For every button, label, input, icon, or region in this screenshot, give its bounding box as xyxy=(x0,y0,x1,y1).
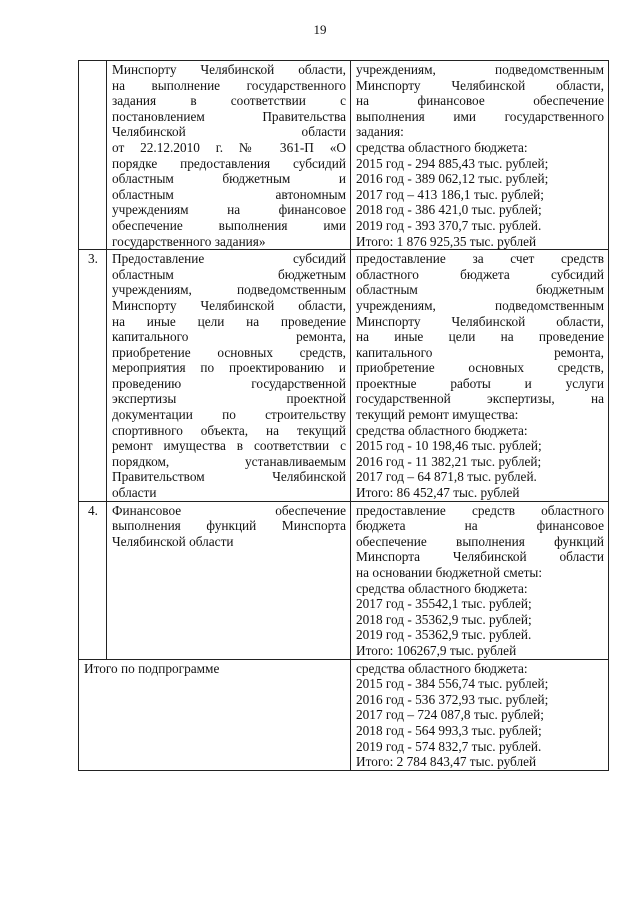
description-line: Челябинской области xyxy=(112,124,346,140)
measure-description xyxy=(107,501,351,659)
description-line: порядком, устанавливаемым xyxy=(112,453,346,469)
total-funding-line: 2016 год - 536 372,93 тыс. рублей; xyxy=(356,691,549,707)
funding-line: государственной экспертизы, на xyxy=(356,391,604,407)
funding-line: Минспорта Челябинской области xyxy=(356,549,604,565)
funding-line: 2015 год - 10 198,46 тыс. рублей; xyxy=(356,438,542,454)
description-line: приобретение основных средств, xyxy=(112,344,346,360)
description-line: экспертизы проектной xyxy=(112,391,346,407)
description-line: обеспечение выполнения ими xyxy=(112,217,346,233)
funding-line: капитального ремонта, xyxy=(356,344,604,360)
description-line: Челябинской области xyxy=(112,533,234,549)
row-number: 3. xyxy=(79,250,107,502)
measure-description xyxy=(107,61,351,250)
total-funding-line: 2015 год - 384 556,74 тыс. рублей; xyxy=(356,676,549,692)
subprogram-table xyxy=(78,60,609,771)
funding-line: на финансовое обеспечение xyxy=(356,93,604,109)
total-funding-details xyxy=(351,659,609,770)
funding-line: Минспорту Челябинской области, xyxy=(356,313,604,329)
funding-line: 2018 год - 35362,9 тыс. рублей; xyxy=(356,611,532,627)
funding-line: проектные работы и услуги xyxy=(356,375,604,391)
table-row xyxy=(79,501,609,659)
description-line: Минспорту Челябинской области, xyxy=(112,62,346,77)
funding-line: 2018 год - 386 421,0 тыс. рублей; xyxy=(356,202,542,218)
funding-line: учреждениям, подведомственным xyxy=(356,62,604,77)
funding-line: средства областного бюджета: xyxy=(356,580,528,596)
funding-line: Итого: 1 876 925,35 тыс. рублей xyxy=(356,233,537,249)
table-row xyxy=(79,61,609,250)
funding-line: 2016 год - 11 382,21 тыс. рублей; xyxy=(356,453,542,469)
description-line: области xyxy=(112,485,157,501)
funding-line: на основании бюджетной сметы: xyxy=(356,565,543,580)
funding-line: 2017 год - 35542,1 тыс. рублей; xyxy=(356,596,532,612)
funding-line: 2019 год - 35362,9 тыс. рублей. xyxy=(356,627,532,643)
funding-line: обеспечение выполнения функций xyxy=(356,533,604,549)
row-number xyxy=(79,61,107,250)
total-funding-line: средства областного бюджета: xyxy=(356,660,528,676)
funding-details xyxy=(351,250,609,502)
description-line: документации по строительству xyxy=(112,407,346,423)
funding-line: Минспорту Челябинской области, xyxy=(356,77,604,93)
description-line: государственного задания» xyxy=(112,233,266,249)
total-funding-line: 2018 год - 564 993,3 тыс. рублей; xyxy=(356,722,542,738)
funding-line: средства областного бюджета: xyxy=(356,422,528,438)
row-number: 4. xyxy=(79,501,107,659)
description-line: мероприятия по проектированию и xyxy=(112,360,346,376)
description-line: задания в соответствии с xyxy=(112,93,346,109)
description-line: капитального ремонта, xyxy=(112,329,346,345)
total-row xyxy=(79,659,609,770)
total-label: Итого по подпрограмме xyxy=(79,659,351,770)
description-line: областным автономным xyxy=(112,186,346,202)
description-line: Финансовое обеспечение xyxy=(112,502,346,518)
funding-line: 2017 год – 413 186,1 тыс. рублей; xyxy=(356,186,544,202)
funding-line: задания: xyxy=(356,124,404,140)
subprogram-table-body xyxy=(79,61,609,771)
funding-line: предоставление за счет средств xyxy=(356,251,604,267)
funding-line: предоставление средств областного xyxy=(356,502,604,518)
measure-description xyxy=(107,250,351,502)
funding-line: 2017 год – 64 871,8 тыс. рублей. xyxy=(356,469,537,485)
description-line: от 22.12.2010 г. № 361-П «О xyxy=(112,139,346,155)
description-line: Правительством Челябинской xyxy=(112,469,346,485)
funding-line: 2015 год - 294 885,43 тыс. рублей; xyxy=(356,155,549,171)
funding-line: областного бюджета субсидий xyxy=(356,266,604,282)
funding-details xyxy=(351,501,609,659)
description-line: на иные цели на проведение xyxy=(112,313,346,329)
description-line: ремонт имущества в соответствии с xyxy=(112,438,346,454)
total-funding-line: 2017 год – 724 087,8 тыс. рублей; xyxy=(356,707,544,723)
page-number: 19 xyxy=(313,22,327,37)
funding-line: 2019 год - 393 370,7 тыс. рублей. xyxy=(356,217,542,233)
funding-line: приобретение основных средств, xyxy=(356,360,604,376)
funding-line: 2016 год - 389 062,12 тыс. рублей; xyxy=(356,171,549,187)
funding-line: средства областного бюджета: xyxy=(356,139,528,155)
description-line: Предоставление субсидий xyxy=(112,251,346,267)
funding-details xyxy=(351,61,609,250)
description-line: учреждениям, подведомственным xyxy=(112,282,346,298)
funding-line: Итого: 86 452,47 тыс. рублей xyxy=(356,485,520,501)
funding-line: Итого: 106267,9 тыс. рублей xyxy=(356,642,517,658)
description-line: областным бюджетным xyxy=(112,266,346,282)
description-line: порядке предоставления субсидий xyxy=(112,155,346,171)
funding-line: на иные цели на проведение xyxy=(356,329,604,345)
description-line: спортивного объекта, на текущий xyxy=(112,422,346,438)
table-row xyxy=(79,250,609,502)
description-line: выполнения функций Минспорта xyxy=(112,518,346,534)
funding-line: текущий ремонт имущества: xyxy=(356,407,519,423)
funding-line: бюджета на финансовое xyxy=(356,518,604,534)
description-line: постановлением Правительства xyxy=(112,108,346,124)
description-line: проведению государственной xyxy=(112,375,346,391)
description-line: Минспорту Челябинской области, xyxy=(112,297,346,313)
description-line: областным бюджетным и xyxy=(112,171,346,187)
funding-line: областным бюджетным xyxy=(356,282,604,298)
funding-line: выполнения ими государственного xyxy=(356,108,604,124)
total-funding-line: Итого: 2 784 843,47 тыс. рублей xyxy=(356,754,537,770)
funding-line: учреждениям, подведомственным xyxy=(356,297,604,313)
description-line: учреждениям на финансовое xyxy=(112,202,346,218)
description-line: на выполнение государственного xyxy=(112,77,346,93)
total-funding-line: 2019 год - 574 832,7 тыс. рублей. xyxy=(356,738,542,754)
